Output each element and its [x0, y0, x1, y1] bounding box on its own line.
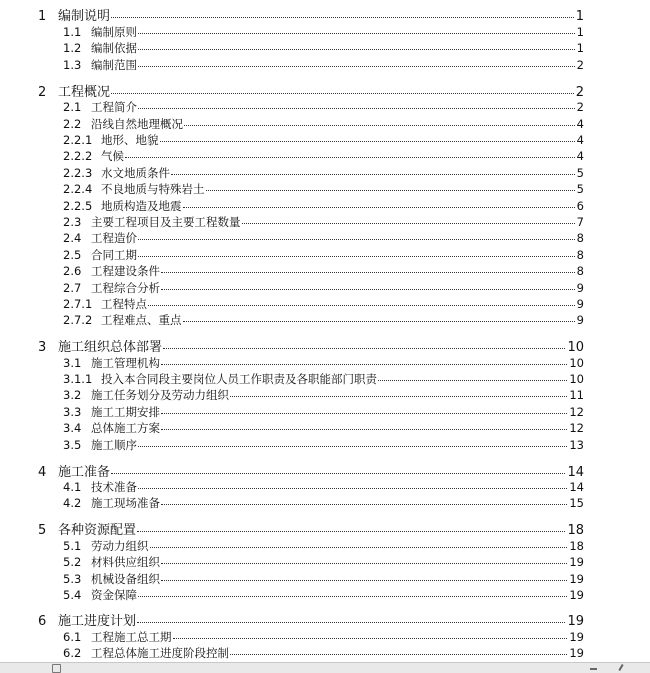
toc-entry-title: 合同工期 [91, 248, 137, 262]
toc-entry-title: 施工任务划分及劳动力组织 [91, 388, 229, 402]
toc-entry-title: 水文地质条件 [101, 166, 170, 180]
toc-entry[interactable] [63, 358, 584, 370]
toc-entry-number: 3.3 [63, 405, 82, 419]
toc-entry[interactable] [63, 119, 584, 131]
toc-entry-number: 2.2.1 [63, 133, 93, 147]
toc-leader-dots [378, 379, 567, 381]
toc-leader-dots [138, 255, 575, 257]
toc-entry-page: 6 [576, 199, 584, 213]
toc-entry-title: 主要工程项目及主要工程数量 [91, 215, 241, 229]
toc-entry-number: 3.5 [63, 438, 82, 452]
toc-leader-dots [150, 546, 568, 548]
toc-entry[interactable] [63, 27, 584, 39]
toc-entry-title: 工程建设条件 [91, 264, 160, 278]
toc-entry-page: 1 [576, 25, 584, 39]
toc-entry-number: 2.2.3 [63, 166, 93, 180]
toc-entry-page: 8 [576, 231, 584, 245]
toc-entry-title: 总体施工方案 [91, 421, 160, 435]
toc-entry-title: 地质构造及地震 [101, 199, 182, 213]
toc-entry-page: 5 [576, 166, 584, 180]
toc-entry-page: 12 [569, 421, 584, 435]
toc-entry-number: 2.7.2 [63, 313, 93, 327]
toc-entry-number: 5.3 [63, 572, 82, 586]
toc-entry-number: 6.2 [63, 646, 82, 660]
toc-entry-title: 编制原则 [91, 25, 137, 39]
toc-leader-dots [148, 304, 575, 306]
toc-leader-dots [160, 140, 575, 142]
toc-entry-title: 投入本合同段主要岗位人员工作职责及各职能部门职责 [101, 372, 377, 386]
toc-leader-dots [161, 428, 567, 430]
toc-leader-dots [183, 320, 575, 322]
toc-entry-title: 施工进度计划 [58, 614, 137, 629]
toc-entry-page: 2 [575, 85, 584, 100]
toc-entry[interactable] [63, 233, 584, 245]
toc-entry[interactable] [63, 423, 584, 435]
toc-leader-dots [161, 562, 567, 564]
toc-entry[interactable] [38, 466, 584, 479]
toc-entry-number: 2.2.4 [63, 182, 93, 196]
toc-entry-number: 1.1 [63, 25, 82, 39]
toc-entry[interactable] [63, 250, 584, 262]
toc-entry-page: 19 [569, 572, 584, 586]
toc-entry[interactable] [63, 440, 584, 452]
toc-entry-title: 工程施工总工期 [91, 630, 172, 644]
toc-entry-number: 2.7.1 [63, 297, 93, 311]
toc-leader-dots [173, 637, 568, 639]
toc-entry-page: 7 [576, 215, 584, 229]
toc-leader-dots [111, 472, 565, 474]
toc-entry[interactable] [63, 482, 584, 494]
toc-leader-dots [161, 271, 575, 273]
toc-entry-number: 5.2 [63, 555, 82, 569]
toc-leader-dots [138, 487, 567, 489]
toc-entry[interactable] [63, 135, 584, 147]
toc-entry-title: 工程特点 [101, 297, 147, 311]
toc-entry[interactable] [38, 10, 584, 23]
toc-entry[interactable] [63, 541, 584, 553]
toc-entry-page: 2 [576, 100, 584, 114]
toc-entry-number: 2.4 [63, 231, 82, 245]
toc-entry-title: 地形、地貌 [101, 133, 159, 147]
toc-leader-dots [184, 124, 575, 126]
toc-entry-page: 8 [576, 248, 584, 262]
toc-entry-title: 工程概况 [58, 85, 111, 100]
toc-entry-title: 施工顺序 [91, 438, 137, 452]
toc-entry-title: 劳动力组织 [91, 539, 149, 553]
toc-entry-page: 19 [567, 614, 584, 629]
toc-leader-dots [111, 92, 574, 94]
toc-entry-title: 工程难点、重点 [101, 313, 182, 327]
toc-entry[interactable] [63, 201, 584, 213]
toc-entry-page: 9 [576, 281, 584, 295]
toc-entry-number: 1.3 [63, 58, 82, 72]
toc-entry[interactable] [63, 498, 584, 510]
toc-entry-page: 9 [576, 313, 584, 327]
toc-entry-title: 工程总体施工进度阶段控制 [91, 646, 229, 660]
toc-entry-page: 18 [569, 539, 584, 553]
toc-leader-dots [125, 156, 575, 158]
toc-entry[interactable] [63, 557, 584, 569]
toc-entry-page: 14 [569, 480, 584, 494]
toc-entry[interactable] [63, 315, 584, 327]
toc-entry-page: 4 [576, 117, 584, 131]
toc-entry-title: 施工准备 [58, 465, 111, 480]
toc-entry-number: 2.1 [63, 100, 82, 114]
toc-entry-page: 19 [569, 588, 584, 602]
toc-entry[interactable] [63, 299, 584, 311]
toc-entry-number: 6 [38, 614, 47, 629]
toc-entry-page: 1 [576, 41, 584, 55]
toc-entry-page: 15 [569, 496, 584, 510]
minimize-icon[interactable] [590, 664, 597, 670]
toc-entry[interactable] [63, 217, 584, 229]
toc-leader-dots [183, 206, 575, 208]
toc-entry-title: 机械设备组织 [91, 572, 160, 586]
toc-entry-number: 3.1.1 [63, 372, 93, 386]
toc-entry-title: 编制说明 [58, 9, 111, 24]
toc-entry-page: 12 [569, 405, 584, 419]
toc-entry-page: 1 [575, 9, 584, 24]
toc-entry-page: 14 [567, 465, 584, 480]
toc-entry-page: 10 [567, 340, 584, 355]
toc-leader-dots [161, 503, 567, 505]
toc-leader-dots [163, 347, 565, 349]
toc-entry-number: 2 [38, 85, 47, 100]
toc-entry-number: 3 [38, 340, 47, 355]
toc-entry[interactable] [38, 524, 584, 537]
toc-entry-page: 8 [576, 264, 584, 278]
toc-leader-dots [138, 48, 575, 50]
toc-entry-page: 18 [567, 523, 584, 538]
toc-entry-title: 工程造价 [91, 231, 137, 245]
toc-entry-title: 工程简介 [91, 100, 137, 114]
toc-leader-dots [138, 65, 575, 67]
toc-leader-dots [161, 412, 567, 414]
toc-entry[interactable] [63, 184, 584, 196]
toc-entry-number: 2.2 [63, 117, 82, 131]
toc-entry-title: 不良地质与特殊岩土 [101, 182, 205, 196]
toc-entry-number: 6.1 [63, 630, 82, 644]
toc-entry-title: 工程综合分析 [91, 281, 160, 295]
toc-entry-page: 19 [569, 646, 584, 660]
toc-entry-page: 9 [576, 297, 584, 311]
toc-entry[interactable] [63, 43, 584, 55]
toc-leader-dots [171, 173, 575, 175]
toc-leader-dots [137, 621, 565, 623]
toc-entry[interactable] [63, 407, 584, 419]
toc-leader-dots [161, 288, 575, 290]
toc-entry[interactable] [63, 648, 584, 660]
toc-entry[interactable] [63, 60, 584, 72]
toc-entry[interactable] [63, 574, 584, 586]
toc-entry-page: 19 [569, 630, 584, 644]
toc-entry-number: 2.3 [63, 215, 82, 229]
toc-entry[interactable] [38, 341, 584, 354]
toc-entry-page: 4 [576, 133, 584, 147]
toc-entry-number: 5.4 [63, 588, 82, 602]
toc-leader-dots [230, 653, 567, 655]
toc-leader-dots [242, 222, 575, 224]
toc-entry-title: 施工组织总体部署 [58, 340, 163, 355]
toc-entry-number: 2.7 [63, 281, 82, 295]
toc-entry[interactable] [63, 151, 584, 163]
toc-leader-dots [111, 16, 574, 18]
bottom-toolbar [0, 662, 650, 673]
toc-leader-dots [161, 363, 567, 365]
toc-entry-number: 5.1 [63, 539, 82, 553]
toc-entry-number: 4 [38, 465, 47, 480]
toc-entry[interactable] [38, 615, 584, 628]
toc-leader-dots [138, 595, 567, 597]
toc-entry-title: 技术准备 [91, 480, 137, 494]
toc-entry-title: 施工工期安排 [91, 405, 160, 419]
toc-entry[interactable] [63, 632, 584, 644]
toc-leader-dots [206, 189, 575, 191]
toc-entry-title: 材料供应组织 [91, 555, 160, 569]
toc-entry-title: 沿线自然地理概况 [91, 117, 183, 131]
toc-leader-dots [230, 395, 567, 397]
toc-entry-page: 10 [569, 372, 584, 386]
toc-leader-dots [138, 445, 567, 447]
toc-entry-number: 2.2.2 [63, 149, 93, 163]
toc-entry-number: 2.5 [63, 248, 82, 262]
toc-entry[interactable] [63, 283, 584, 295]
toc-entry-number: 4.2 [63, 496, 82, 510]
toc-entry[interactable] [38, 86, 584, 99]
toc-entry-page: 13 [569, 438, 584, 452]
toc-entry[interactable] [63, 102, 584, 114]
toc-leader-dots [138, 32, 575, 34]
toc-entry-number: 2.6 [63, 264, 82, 278]
toc-entry-page: 11 [569, 388, 584, 402]
toc-entry-title: 编制依据 [91, 41, 137, 55]
toc-entry-number: 1.2 [63, 41, 82, 55]
toc-entry-number: 3.4 [63, 421, 82, 435]
toc-entry-page: 10 [569, 356, 584, 370]
toc-entry[interactable] [63, 390, 584, 402]
toc-leader-dots [138, 238, 575, 240]
toc-entry-number: 4.1 [63, 480, 82, 494]
toc-entry-number: 1 [38, 9, 47, 24]
toc-entry-title: 施工现场准备 [91, 496, 160, 510]
toc-entry-page: 19 [569, 555, 584, 569]
toc-leader-dots [137, 530, 565, 532]
toc-entry-page: 5 [576, 182, 584, 196]
toc-entry-number: 5 [38, 523, 47, 538]
toc-entry[interactable] [63, 590, 584, 602]
toc-entry-number: 3.1 [63, 356, 82, 370]
toc-leader-dots [161, 579, 567, 581]
toc-entry[interactable] [63, 168, 584, 180]
toc-entry-title: 施工管理机构 [91, 356, 160, 370]
toc-entry-page: 2 [576, 58, 584, 72]
toc-entry-page: 4 [576, 149, 584, 163]
pen-icon[interactable] [618, 664, 623, 671]
toc-entry-title: 编制范围 [91, 58, 137, 72]
toc-entry[interactable] [63, 266, 584, 278]
toc-entry-title: 气候 [101, 149, 124, 163]
toc-leader-dots [138, 107, 575, 109]
toc-entry-title: 资金保障 [91, 588, 137, 602]
toc-entry-number: 2.2.5 [63, 199, 93, 213]
toc-entry-title: 各种资源配置 [58, 523, 137, 538]
toc-entry[interactable] [63, 374, 584, 386]
toc-entry-number: 3.2 [63, 388, 82, 402]
